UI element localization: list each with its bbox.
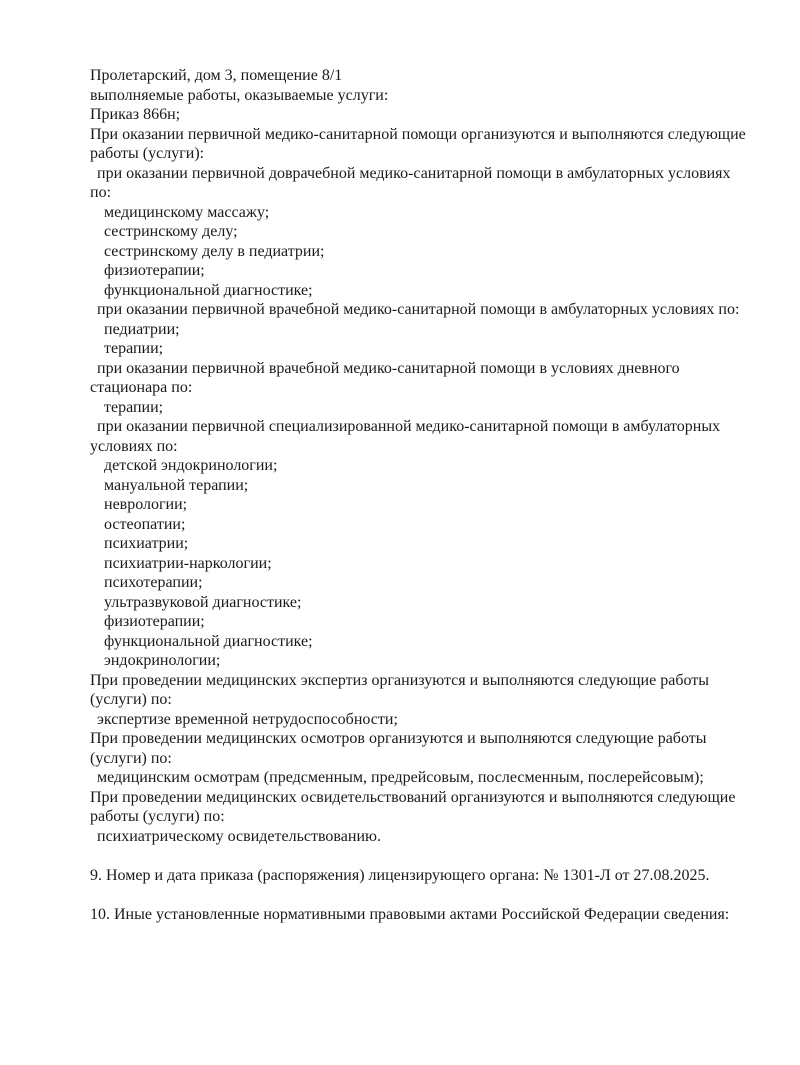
document-line: при оказании первичной доврачебной медико-санитарной помощи в амбулаторных условиях — [97, 164, 731, 182]
document-line: по: — [90, 184, 112, 201]
document-line: сестринскому делу в педиатрии; — [104, 242, 325, 260]
document-line: стационара по: — [90, 379, 193, 396]
document-line: эндокринологии; — [104, 652, 221, 669]
document-line: неврологии; — [104, 496, 188, 513]
document-line: мануальной терапии; — [104, 476, 249, 494]
document-line: работы (услуги) по: — [90, 808, 225, 825]
document-line: При проведении медицинских экспертиз организуются и выполняются следующие работы — [90, 671, 709, 689]
document-line: при оказании первичной врачебной медико-санитарной помощи в амбулаторных условиях по: — [97, 301, 740, 318]
document-line: (услуги) по: — [90, 749, 172, 767]
document-line: при оказании первичной специализированной медико-санитарной помощи в амбулаторных — [97, 418, 721, 435]
document-line: ультразвуковой диагностике; — [104, 593, 302, 611]
document-line: 10. Иные установленные нормативными правовыми актами Российской Федерации сведения: — [90, 905, 730, 923]
document-text-block — [90, 66, 750, 924]
blank-line — [90, 885, 750, 905]
document-line: условиях по: — [90, 437, 178, 455]
document-line: медицинскому массажу; — [104, 203, 270, 221]
document-line: детской эндокринологии; — [104, 457, 278, 474]
document-line: выполняемые работы, оказываемые услуги: — [90, 86, 389, 104]
document-line: (услуги) по: — [90, 691, 172, 708]
document-line: работы (услуги): — [90, 145, 205, 162]
document-line: психиатрическому освидетельствованию. — [97, 827, 381, 845]
document-line: психиатрии-наркологии; — [104, 554, 272, 572]
document-line: терапии; — [104, 340, 164, 357]
document-line: При проведении медицинских осмотров организуются и выполняются следующие работы — [90, 730, 707, 747]
document-line: При оказании первичной медико-санитарной помощи организуются и выполняются следующие — [90, 125, 746, 143]
document-line: психотерапии; — [104, 574, 203, 591]
document-line: при оказании первичной врачебной медико-санитарной помощи в условиях дневного — [97, 359, 680, 377]
document-line: Пролетарский, дом 3, помещение 8/1 — [90, 67, 343, 84]
document-line: психиатрии; — [104, 535, 189, 552]
document-line: остеопатии; — [104, 515, 186, 533]
document-line: функциональной диагностике; — [104, 281, 313, 299]
document-line: 9. Номер и дата приказа (распоряжения) лицензирующего органа: № 1301-Л от 27.08.2025. — [90, 866, 710, 884]
document-line: педиатрии; — [104, 320, 180, 338]
document-line: медицинским осмотрам (предсменным, предрейсовым, послесменным, послерейсовым); — [97, 769, 704, 786]
document-line: физиотерапии; — [104, 613, 205, 630]
blank-line — [90, 846, 750, 866]
document-line: Приказ 866н; — [90, 106, 181, 123]
document-line: сестринскому делу; — [104, 223, 238, 240]
document-line: функциональной диагностике; — [104, 632, 313, 650]
document-line: экспертизе временной нетрудоспособности; — [97, 710, 398, 728]
document-line: терапии; — [104, 398, 164, 416]
document-line: физиотерапии; — [104, 262, 205, 279]
document-line: При проведении медицинских освидетельствований организуются и выполняются следующие — [90, 788, 736, 806]
